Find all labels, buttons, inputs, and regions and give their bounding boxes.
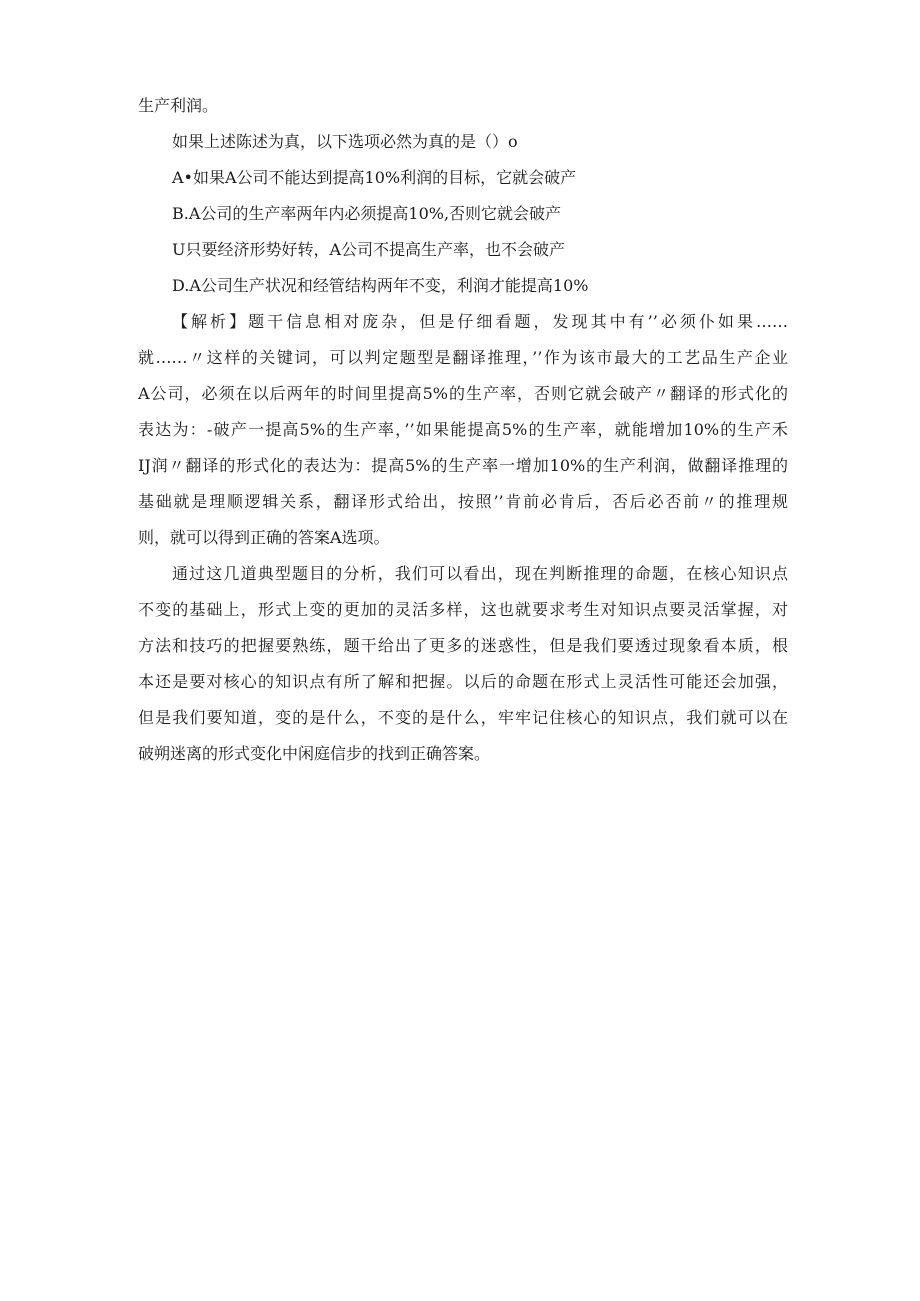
question-stem: 如果上述陈述为真，以下选项必然为真的是（）o xyxy=(172,132,518,151)
analysis-line-4: 表达为：-破产一提高5%的生产率，’’如果能提高5%的生产率，就能增加10%的生产禾 xyxy=(138,420,788,439)
option-d: D.A公司生产状况和经管结构两年不变，利润才能提高10% xyxy=(172,276,589,295)
document-body xyxy=(138,88,788,772)
summary-line-4: 本还是要对核心的知识点有所了解和把握。以后的命题在形式上灵活性可能还会加强， xyxy=(138,672,788,691)
text-line-1: 生产利润。 xyxy=(138,96,219,115)
summary-line-3: 方法和技巧的把握要熟练，题干给出了更多的迷惑性，但是我们要透过现象看本质，根 xyxy=(138,636,788,655)
analysis-line-1: 【解析】题干信息相对庞杂，但是仔细看题，发现其中有’’必须仆如果…… xyxy=(172,312,788,331)
analysis-line-3: A公司，必须在以后两年的时间里提高5%的生产率，否则它就会破产〃翻译的形式化的 xyxy=(138,384,788,403)
summary-line-1: 通过这几道典型题目的分析，我们可以看出，现在判断推理的命题，在核心知识点 xyxy=(172,564,788,583)
analysis-line-6: 基础就是理顺逻辑关系，翻译形式给出，按照’’肯前必肯后，否后必否前〃的推理规 xyxy=(138,492,788,511)
analysis-line-7: 则，就可以得到正确的答案A选项。 xyxy=(138,528,390,547)
option-c: U只要经济形势好转，A公司不提高生产率，也不会破产 xyxy=(172,240,566,259)
analysis-line-2: 就……〃这样的关键词，可以判定题型是翻译推理，’’作为该市最大的工艺品生产企业 xyxy=(138,348,788,367)
option-b: B.A公司的生产率两年内必须提高10%,否则它就会破产 xyxy=(172,204,562,223)
summary-line-5: 但是我们要知道，变的是什么，不变的是什么，牢牢记住核心的知识点，我们就可以在 xyxy=(138,708,788,727)
analysis-line-5: IJ润〃翻译的形式化的表达为：提高5%的生产率一增加10%的生产利润，做翻译推理的 xyxy=(138,456,788,475)
summary-line-2: 不变的基础上，形式上变的更加的灵活多样，这也就要求考生对知识点要灵活掌握，对 xyxy=(138,600,788,619)
option-a: A•如果A公司不能达到提高10%利润的目标，它就会破产 xyxy=(172,168,577,187)
summary-line-6: 破朔迷离的形式变化中闲庭信步的找到正确答案。 xyxy=(138,744,491,763)
